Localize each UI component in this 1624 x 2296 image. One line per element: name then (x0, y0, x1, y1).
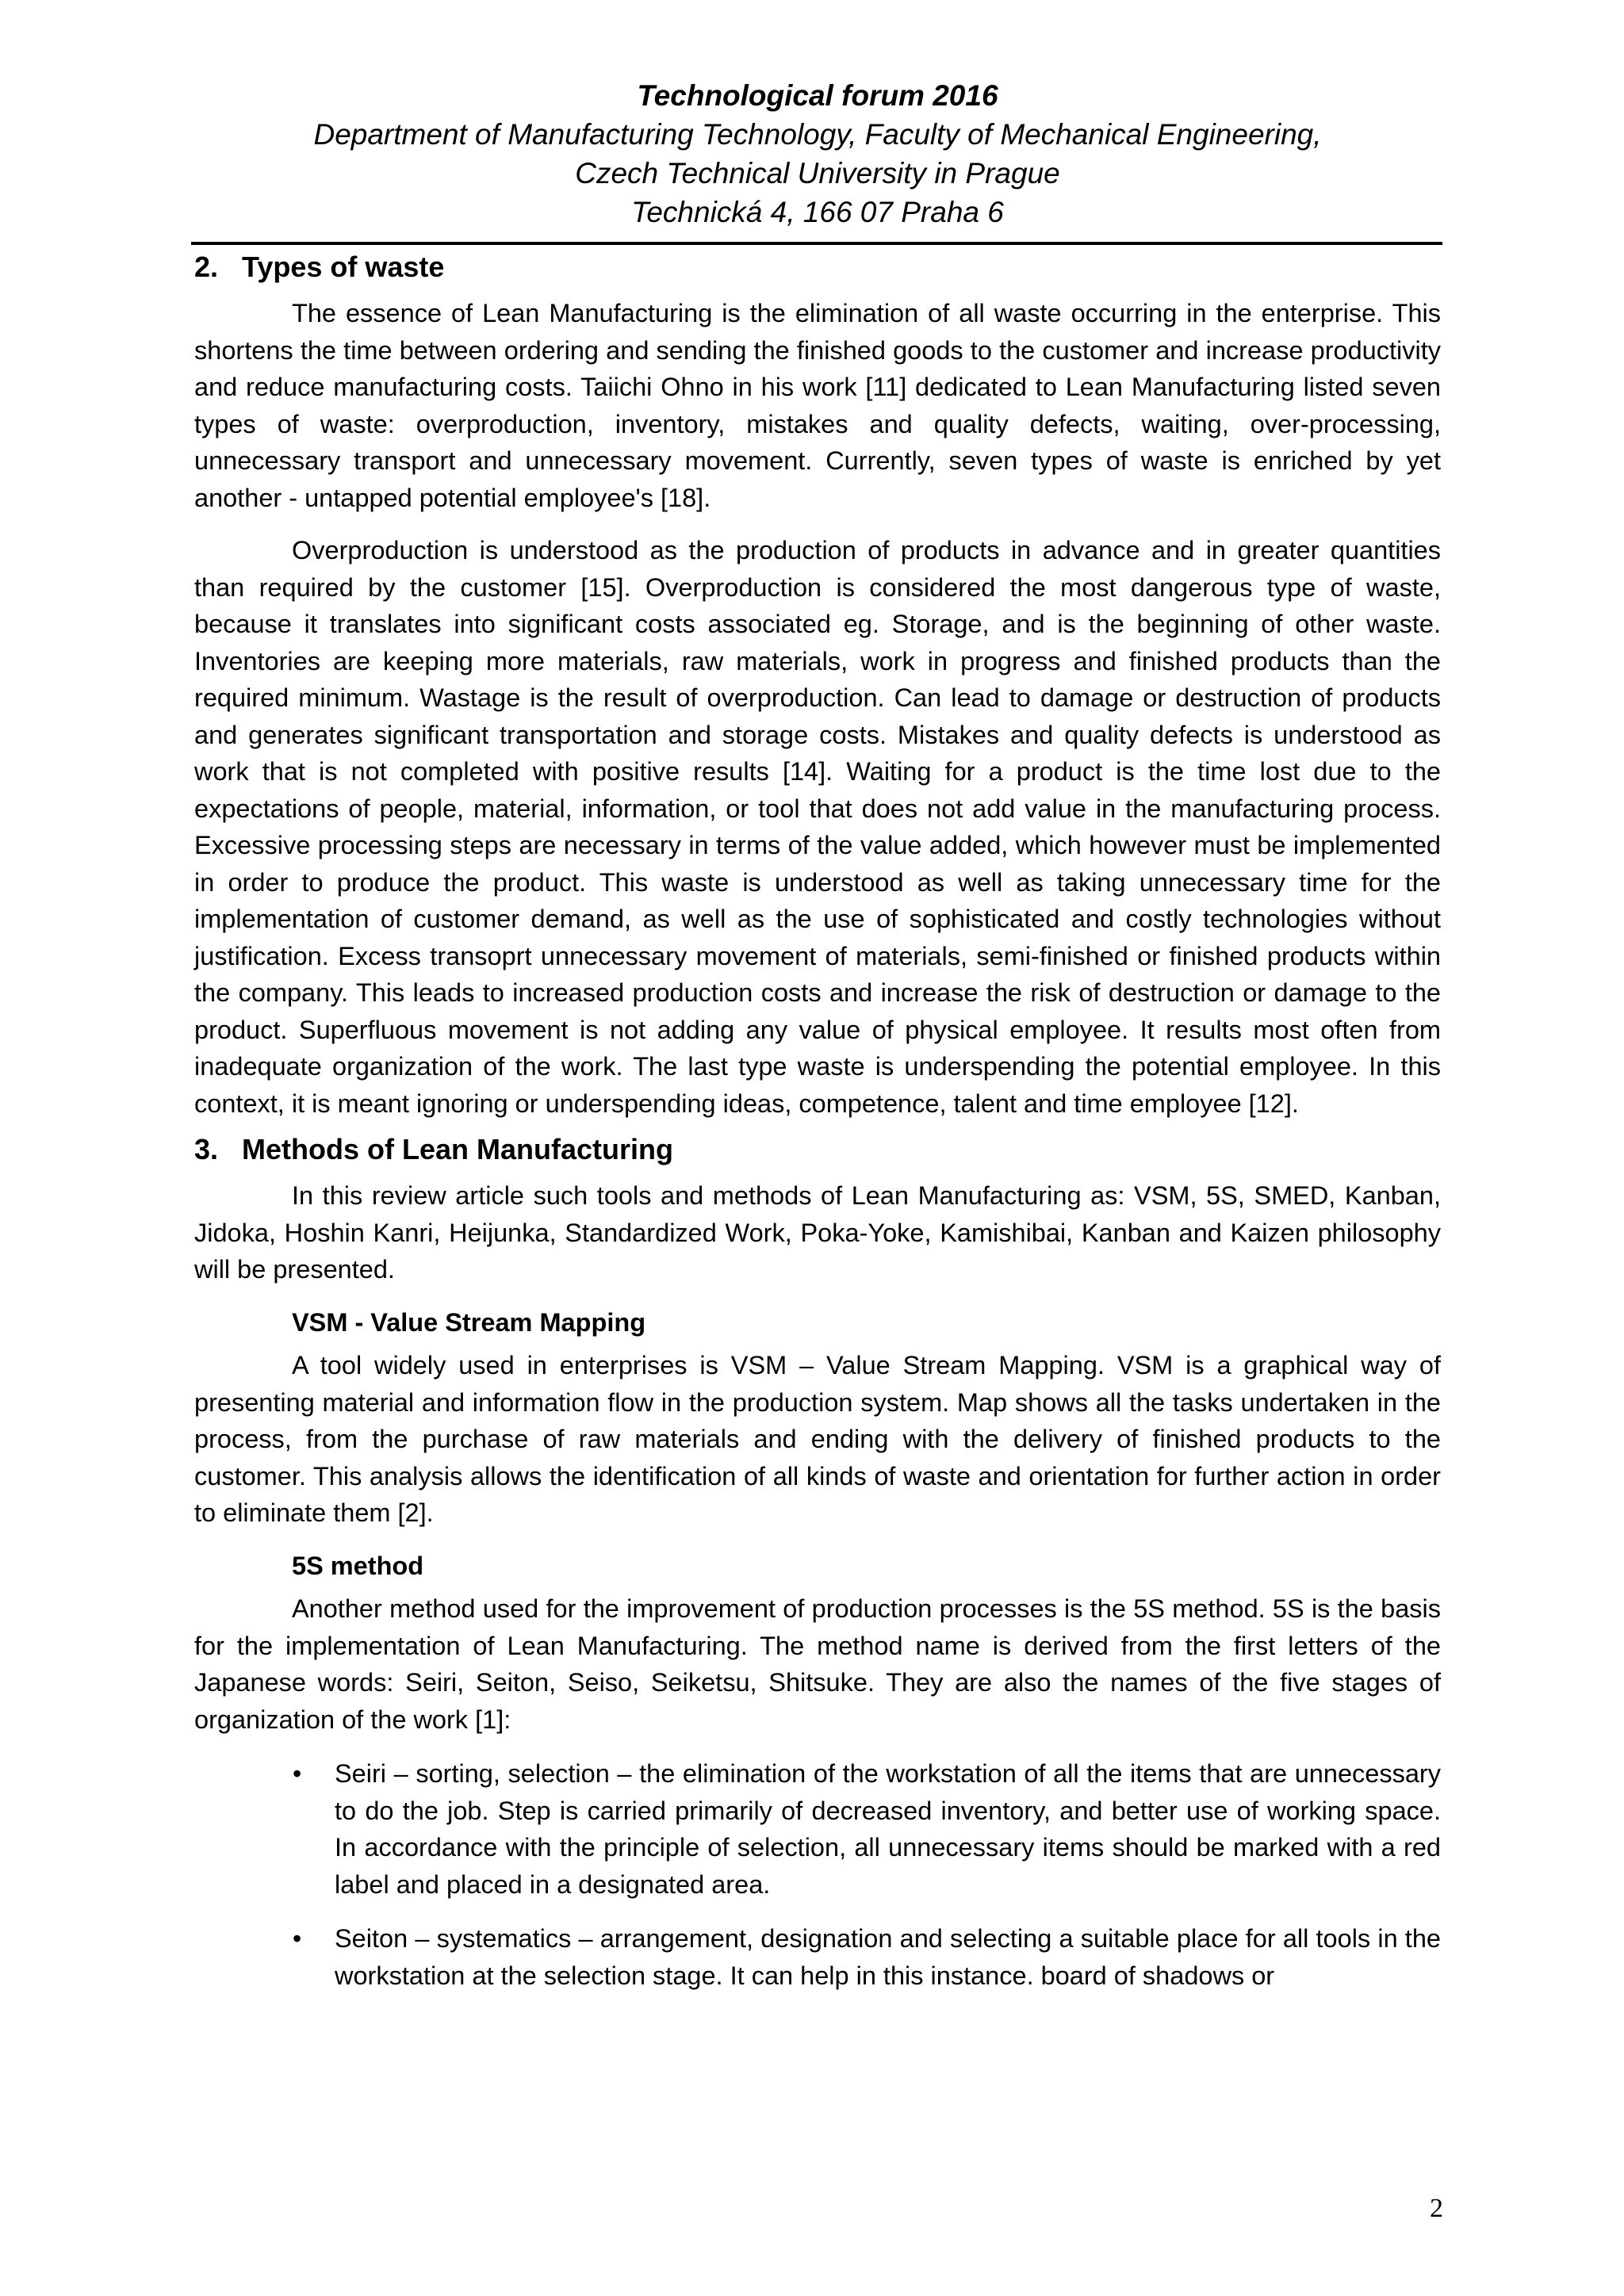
5s-stage-list (194, 1755, 1441, 1994)
department-line: Department of Manufacturing Technology, Faculty of Mechanical Engineering, (313, 118, 1322, 151)
address-line: Technická 4, 166 07 Praha 6 (631, 196, 1004, 228)
header-rule (191, 242, 1442, 245)
paragraph-5s: Another method used for the improvement of production processes is the 5S method. 5S is the basis for the implementation of Lean Manufacturing. The method name is derived from the first letters of the Japanese words: Seiri, Seiton, Seiso, Seiketsu, Shitsuke. They are also the names of the five stages of organization of the work [1]: (194, 1594, 1441, 1734)
university-line: Czech Technical University in Prague (575, 157, 1060, 189)
list-item-text: Seiri – sorting, selection – the elimination of the workstation of all the items that are unnecessary to do the job. Step is carried primarily of decreased inventory, and better use of working space. In accordance with the principle of selection, all unnecessary items should be marked with a red label and placed in a designated area. (335, 1759, 1441, 1899)
bullet-icon: • (293, 1759, 302, 1788)
list-item-seiton (194, 1920, 1441, 1994)
bullet-icon: • (293, 1924, 302, 1953)
section-heading-lean-methods: 3. Methods of Lean Manufacturing (194, 1133, 674, 1165)
subheading-5s: 5S method (292, 1551, 424, 1580)
paragraph-waste-types: Overproduction is understood as the production of products in advance and in greater quantities than required by the customer [15]. Overproduction is considered the most dangerous type of waste, because it translates into significant costs associated eg. Storage, and is the beginning of other waste. Inventories are keeping more materials, raw materials, work in progress and finished products than the required minimum. Wastage is the result of overproduction. Can lead to damage or destruction of products and generates significant transportation and storage costs. Mistakes and quality defects is understood as work that is not completed with positive results [14]. Waiting for a product is the time lost due to the expectations of people, material, information, or tool that does not add value in the manufacturing process. Excessive processing steps are necessary in terms of the value added, which however must be implemented in order to produce the product. This waste is understood as well as taking unnecessary time for the implementation of customer demand, as well as the use of sophisticated and costly technologies without justification. Excess transoprt unnecessary movement of materials, semi-finished or finished products within the company. This leads to increased production costs and increase the risk of destruction or damage to the product. Superfluous movement is not adding any value of physical employee. It results most often from inadequate organization of the work. The last type waste is underspending the potential employee. In this context, it is meant ignoring or underspending ideas, competence, talent and time employee [12]. (194, 536, 1441, 1118)
paragraph-methods-intro: In this review article such tools and methods of Lean Manufacturing as: VSM, 5S, SMED, Kanban, Jidoka, Hoshin Kanri, Heijunka, Standardized Work, Poka-Yoke, Kamishibai, Kanban and Kaizen philosophy will be presented. (194, 1181, 1441, 1284)
page-number: 2 (1430, 2194, 1443, 2223)
paragraph-waste-intro: The essence of Lean Manufacturing is the elimination of all waste occurring in the enterprise. This shortens the time between ordering and sending the finished goods to the customer and increase productivity and reduce manufacturing costs. Taiichi Ohno in his work [11] dedicated to Lean Manufacturing listed seven types of waste: overproduction, inventory, mistakes and quality defects, waiting, over-processing, unnecessary transport and unnecessary movement. Currently, seven types of waste is enriched by yet another - untapped potential employee's [18]. (194, 299, 1441, 512)
conference-header (194, 76, 1441, 232)
body-content (194, 249, 1441, 2011)
paragraph-vsm: A tool widely used in enterprises is VSM – Value Stream Mapping. VSM is a graphical way of presenting material and information flow in the production system. Map shows all the tasks undertaken in the process, from the purchase of raw materials and ending with the delivery of finished products to the customer. This analysis allows the identification of all kinds of waste and orientation for further action in order to eliminate them [2]. (194, 1351, 1441, 1527)
list-item-seiri (194, 1755, 1441, 1903)
list-item-text: Seiton – systematics – arrangement, designation and selecting a suitable place for all tools in the workstation at the selection stage. It can help in this instance. board of shadows or (335, 1924, 1441, 1990)
section-heading-types-of-waste: 2. Types of waste (194, 251, 445, 283)
subheading-vsm: VSM - Value Stream Mapping (292, 1307, 646, 1337)
conference-title: Technological forum 2016 (637, 79, 998, 112)
